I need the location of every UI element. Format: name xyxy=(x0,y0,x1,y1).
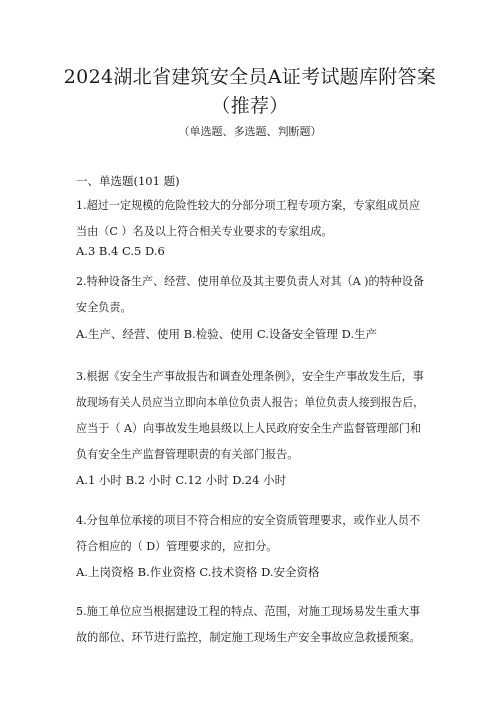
question-4-options: A.上岗资格 B.作业资格 C.技术资格 D.安全资格 xyxy=(76,565,320,579)
question-1-options: A.3 B.4 C.5 D.6 xyxy=(76,244,165,258)
document-title: 2024湖北省建筑安全员A证考试题库附答案 xyxy=(63,66,437,88)
question-4-line-1: 4.分包单位承接的项目不符合相应的安全资质管理要求，或作业人员不 xyxy=(76,513,421,527)
question-2-options: A.生产、经营、使用 B.检验、使用 C.设备安全管理 D.生产 xyxy=(76,327,378,341)
question-3-line-1: 3.根据《安全生产事故报告和调查处理条例》，安全生产事故发生后，事 xyxy=(76,369,424,383)
document-subtitle: （单选题、多选题、判断题） xyxy=(178,125,322,138)
question-4-line-2: 符合相应的（ D）管理要求的，应扣分。 xyxy=(76,539,278,553)
question-1-line-1: 1.超过一定规模的危险性较大的分部分项工程专项方案，专家组成员应 xyxy=(76,198,421,212)
document-title-suffix: （推荐） xyxy=(211,95,289,117)
question-3-line-2: 故现场有关人员应当立即向本单位负责人报告；单位负责人接到报告后， xyxy=(76,395,424,409)
question-5-line-1: 5.施工单位应当根据建设工程的特点、范围，对施工现场易发生重大事 xyxy=(76,604,421,618)
question-3-line-3: 应当于（ A）向事故发生地县级以上人民政府安全生产监督管理部门和 xyxy=(76,421,422,435)
question-3-options: A.1 小时 B.2 小时 C.12 小时 D.24 小时 xyxy=(76,473,287,487)
question-3-line-4: 负有安全生产监督管理职责的有关部门报告。 xyxy=(76,447,299,461)
question-5-line-2: 故的部位、环节进行监控，制定施工现场生产安全事故应急救援预案。 xyxy=(76,630,421,644)
question-2-line-1: 2.特种设备生产、经营、使用单位及其主要负责人对其（A )的特种设备 xyxy=(76,274,424,288)
question-1-line-2: 当由（C ）名及以上符合相关专业要求的专家组成。 xyxy=(76,224,333,238)
section-heading: 一、单选题(101 题) xyxy=(76,174,180,188)
question-2-line-2: 安全负责。 xyxy=(76,300,132,314)
